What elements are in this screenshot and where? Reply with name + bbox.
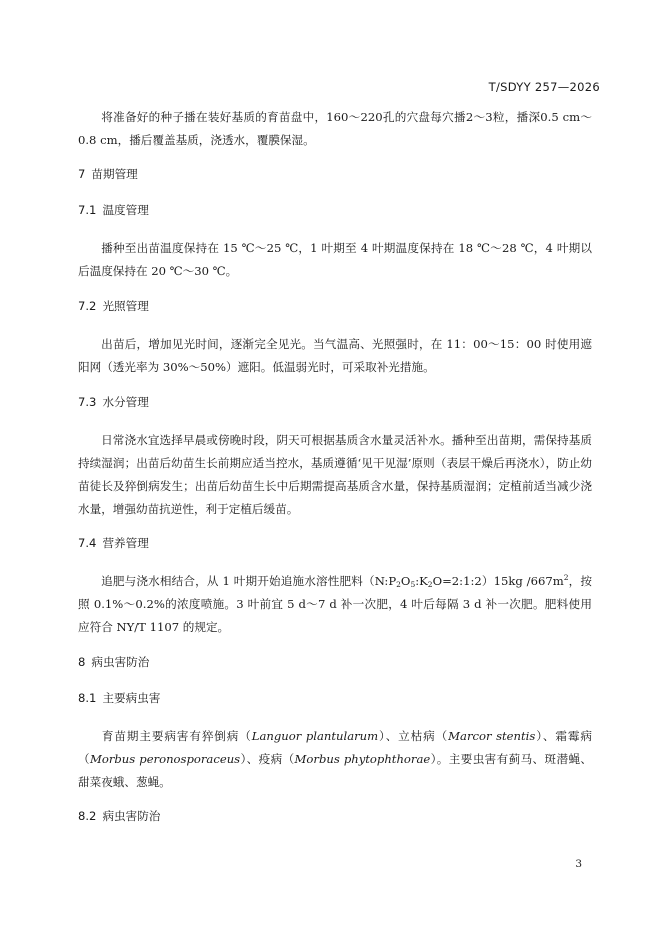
page-number: 3 xyxy=(575,858,582,870)
section-7-title: 苗期管理 xyxy=(91,167,138,181)
nutrient-sub-1: 2 xyxy=(396,580,401,589)
nutrient-text-1: 追肥与浇水相结合，从 1 叶期开始追施水溶性肥料（N:P xyxy=(101,574,397,588)
section-8-1-number: 8.1 xyxy=(78,691,97,705)
temperature-text: 播种至出苗温度保持在 15 ℃～25 ℃，1 叶期至 4 叶期温度保持在 18 ℃～28 ℃，4 叶期以后温度保持在 20 ℃～30 ℃。 xyxy=(78,241,592,278)
water-paragraph xyxy=(78,429,592,521)
section-7-2-title: 光照管理 xyxy=(102,299,149,313)
section-8-heading xyxy=(78,654,149,670)
nutrient-text-4: O=2:1:2）15kg /667m xyxy=(432,574,564,588)
section-7-2-number: 7.2 xyxy=(78,299,97,313)
pests-text-4: ）、疫病（ xyxy=(240,752,295,766)
water-text: 日常浇水宜选择早晨或傍晚时段，阴天可根据基质含水量灵活补水。播种至出苗期，需保持基质持续湿润；出苗后幼苗生长前期应适当控水，基质遵循‘见干见湿’原则（表层干燥后再浇水），防止幼苗徒长及猝倒病发生；出苗后幼苗生长中后期需提高基质含水量，保持基质湿润；定植前适当减少浇水量，增强幼苗抗逆性，利于定植后缓苗。 xyxy=(78,433,592,516)
section-7-1-title: 温度管理 xyxy=(102,203,149,217)
sowing-paragraph xyxy=(78,106,592,152)
section-7-4-title: 营养管理 xyxy=(102,536,149,550)
pests-latin-1: Languor plantularum xyxy=(251,729,379,743)
section-7-heading xyxy=(78,166,138,182)
nutrient-text-5: ，按照 0.1%～0.2%的浓度喷施。3 叶前宜 5 d～7 d 补一次肥，4 叶后每隔 3 d 补一次肥。肥料使用应符合 NY/T 1107 的规定。 xyxy=(78,574,592,634)
section-7-3-title: 水分管理 xyxy=(102,395,149,409)
section-8-2-heading xyxy=(78,808,160,824)
nutrient-text-2: O xyxy=(400,574,411,588)
nutrient-text-3: :K xyxy=(415,574,428,588)
pests-latin-2: Marcor stentis xyxy=(448,729,536,743)
section-8-1-heading xyxy=(78,690,160,706)
section-7-3-number: 7.3 xyxy=(78,395,97,409)
section-7-4-number: 7.4 xyxy=(78,536,97,550)
document-code: T/SDYY 257—2026 xyxy=(488,80,600,94)
section-7-2-heading xyxy=(78,298,149,314)
section-8-1-title: 主要病虫害 xyxy=(102,691,161,705)
nutrient-paragraph xyxy=(78,570,592,639)
nutrient-sub-2: 5 xyxy=(410,580,416,589)
pests-latin-4: Morbus phytophthorae xyxy=(294,752,431,766)
pests-paragraph xyxy=(78,725,592,794)
section-7-1-heading xyxy=(78,202,149,218)
sowing-text: 将准备好的种子播在装好基质的育苗盘中，160～220孔的穴盘每穴播2～3粒，播深0.5 cm～0.8 cm，播后覆盖基质，浇透水，覆膜保湿。 xyxy=(78,110,592,147)
pests-text-3: ）、霜霉病（ xyxy=(78,729,592,766)
pests-text-1: 育苗期主要病害有猝倒病（ xyxy=(101,729,252,743)
section-8-title: 病虫害防治 xyxy=(91,655,150,669)
light-paragraph xyxy=(78,333,592,379)
pests-text-2: ）、立枯病（ xyxy=(378,729,449,743)
section-7-1-number: 7.1 xyxy=(78,203,97,217)
light-text: 出苗后，增加见光时间，逐渐完全见光。当气温高、光照强时，在 11：00～15：00 时使用遮阳网（透光率为 30%～50%）遮阳。低温弱光时，可采取补光措施。 xyxy=(78,337,592,374)
section-8-2-number: 8.2 xyxy=(78,809,97,823)
section-7-3-heading xyxy=(78,394,149,410)
section-8-number: 8 xyxy=(78,655,86,669)
section-7-4-heading xyxy=(78,535,149,551)
section-8-2-title: 病虫害防治 xyxy=(102,809,161,823)
nutrient-sub-3: 2 xyxy=(427,580,433,589)
pests-latin-3: Morbus peronosporaceus xyxy=(89,752,241,766)
nutrient-sup-1: 2 xyxy=(563,573,569,582)
temperature-paragraph xyxy=(78,237,592,283)
pests-text-5: ）。主要虫害有蓟马、斑潜蝇、甜菜夜蛾、葱蝇。 xyxy=(78,752,593,789)
section-7-number: 7 xyxy=(78,167,86,181)
